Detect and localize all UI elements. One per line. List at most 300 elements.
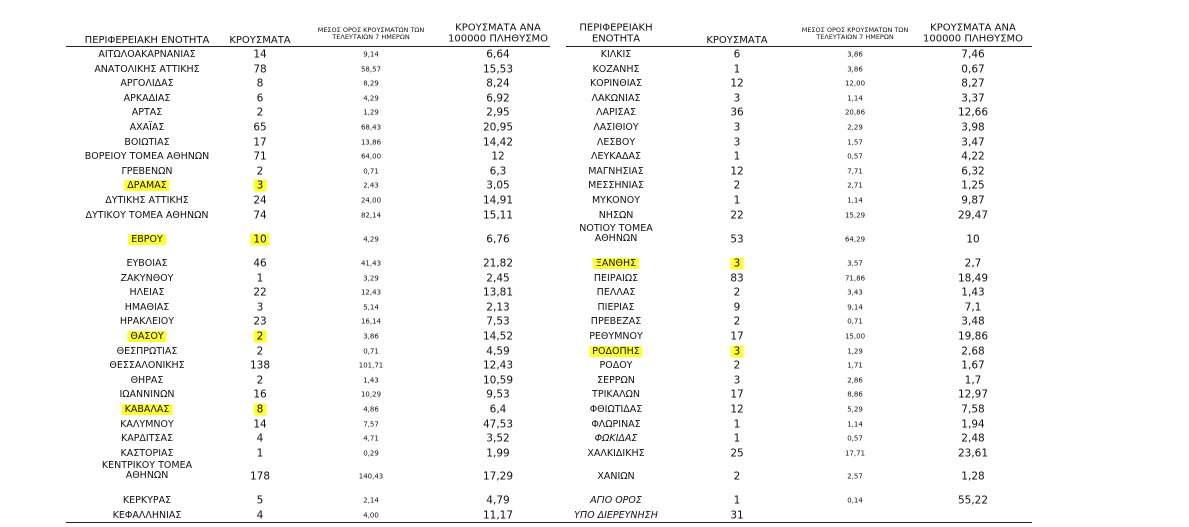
region-name-text: ΚΑΒΑΛΑΣ xyxy=(122,404,173,415)
left-per100k-cell: 2,45 xyxy=(486,272,510,285)
left-per100k-cell: 9,53 xyxy=(486,388,510,401)
right-region-name xyxy=(591,317,641,327)
right-avg7-cell: 15,29 xyxy=(844,210,866,219)
region-name-line: ΚΕΝΤΡΙΚΟΥ ΤΟΜΕΑ xyxy=(101,460,193,472)
right-avg7-cell: 7,71 xyxy=(847,167,863,176)
left-avg7-cell: 4,71 xyxy=(363,434,379,443)
cases-value: 23 xyxy=(253,315,267,328)
right-cases-cell xyxy=(734,195,741,206)
left-per100k-cell: 2,95 xyxy=(486,106,510,119)
left-header-cases: ΚΡΟΥΣΜΑΤΑ xyxy=(229,34,291,46)
region-name-text: ΜΕΣΣΗΝΙΑΣ xyxy=(588,180,644,192)
left-header-region: ΠΕΡΙΦΕΡΕΙΑΚΗ ΕΝΟΤΗΤΑ xyxy=(84,34,210,46)
left-region-name xyxy=(94,65,199,75)
right-cases-cell xyxy=(730,273,743,284)
right-region-name xyxy=(596,108,636,118)
right-region-name xyxy=(592,196,640,206)
left-region-name xyxy=(127,332,166,342)
right-avg7-cell: 2,71 xyxy=(847,181,863,190)
right-per100k-cell: 3,37 xyxy=(961,92,985,105)
left-region-name xyxy=(105,196,189,206)
left-per100k-cell: 10,59 xyxy=(482,374,514,387)
left-avg7-cell: 2,43 xyxy=(363,181,379,190)
right-avg7-cell: 8,86 xyxy=(847,390,863,399)
right-per100k-cell: 4,22 xyxy=(961,150,985,163)
cases-value: 1 xyxy=(733,63,741,76)
left-per100k-cell: 6,76 xyxy=(486,233,510,246)
left-region-name xyxy=(119,390,174,400)
left-avg7-cell: 3,29 xyxy=(363,273,379,282)
left-region-name xyxy=(130,288,165,298)
cases-value: 1 xyxy=(733,432,741,445)
cases-value: 3 xyxy=(733,121,741,134)
cases-value: 6 xyxy=(256,92,264,105)
left-cases-cell xyxy=(253,317,266,328)
right-per100k-cell: 7,1 xyxy=(964,301,982,314)
left-cases-cell xyxy=(250,234,269,245)
left-region-name xyxy=(120,449,173,459)
right-region-name xyxy=(595,434,638,444)
left-avg7-cell: 68,43 xyxy=(360,123,382,132)
right-header-avg7: ΜΕΣΟΣ ΟΡΟΣ ΚΡΟΥΣΜΑΤΩΝ ΤΩΝ ΤΕΛΕΥΤΑΙΩΝ 7 ΗΜΕΡΩΝ xyxy=(801,26,909,41)
cases-value: 25 xyxy=(730,447,744,460)
left-cases-cell xyxy=(257,495,264,506)
right-cases-cell xyxy=(734,64,741,75)
left-per100k-cell: 7,53 xyxy=(486,315,510,328)
right-region-name xyxy=(574,511,658,521)
right-cases-cell xyxy=(734,137,741,148)
cases-value: 14 xyxy=(253,48,267,61)
cases-value: 3 xyxy=(731,345,744,357)
left-avg7-cell: 101,71 xyxy=(358,361,384,370)
cases-value: 8 xyxy=(254,403,267,415)
cases-value: 9 xyxy=(733,301,741,314)
right-region-name xyxy=(591,420,640,430)
cases-value: 2 xyxy=(733,470,741,483)
cases-value: 1 xyxy=(256,447,264,460)
left-avg7-cell: 64,00 xyxy=(360,152,382,161)
left-avg7-cell: 5,14 xyxy=(363,303,379,312)
cases-value: 71 xyxy=(253,150,267,163)
left-avg7-cell: 4,29 xyxy=(363,235,379,244)
right-region-name xyxy=(593,123,638,133)
left-region-name xyxy=(113,511,182,521)
left-per100k-cell: 6,92 xyxy=(486,92,510,105)
left-cases-cell xyxy=(253,210,266,221)
right-header-per100k: ΚΡΟΥΣΜΑΤΑ ΑΝΑ 100000 ΠΛΗΘΥΣΜΟ xyxy=(922,22,1024,44)
left-avg7-cell: 8,29 xyxy=(363,79,379,88)
left-region-name xyxy=(120,317,174,327)
right-region-name xyxy=(601,50,632,60)
right-header-cases: ΚΡΟΥΣΜΑΤΑ xyxy=(706,34,768,46)
left-region-name xyxy=(121,167,172,177)
right-avg7-cell: 1,14 xyxy=(847,196,863,205)
right-region-name xyxy=(597,138,635,148)
header-rule-right xyxy=(566,46,1032,47)
left-cases-cell xyxy=(257,302,264,313)
right-cases-cell xyxy=(734,93,741,104)
cases-value: 2 xyxy=(256,345,264,358)
region-name-text: ΓΡΕΒΕΝΩΝ xyxy=(121,165,173,177)
left-region-name xyxy=(126,259,167,269)
right-avg7-cell: 0,14 xyxy=(847,496,863,505)
left-per100k-cell: 47,53 xyxy=(482,418,514,431)
right-avg7-cell: 0,57 xyxy=(847,152,863,161)
left-cases-cell xyxy=(257,93,264,104)
left-cases-cell xyxy=(257,448,264,459)
cases-value: 22 xyxy=(253,286,267,299)
cases-value: 2 xyxy=(733,359,741,372)
region-name-text: ΔΥΤΙΚΗΣ ΑΤΤΙΚΗΣ xyxy=(105,195,189,207)
left-per100k-cell: 3,05 xyxy=(486,179,510,192)
right-per100k-cell: 18,49 xyxy=(957,272,989,285)
right-region-name xyxy=(588,167,644,177)
cases-value: 22 xyxy=(730,209,744,222)
right-region-name xyxy=(589,332,643,342)
left-region-name xyxy=(102,461,192,481)
right-per100k-cell: 0,67 xyxy=(961,63,985,76)
left-cases-cell xyxy=(257,375,264,386)
right-per100k-cell: 19,86 xyxy=(957,330,989,343)
right-region-name xyxy=(590,496,642,506)
region-name-text: ΤΡΙΚΑΛΩΝ xyxy=(592,389,640,401)
left-avg7-cell: 7,57 xyxy=(363,419,379,428)
right-per100k-cell: 2,7 xyxy=(964,257,982,270)
right-region-name xyxy=(597,472,634,482)
cases-value: 74 xyxy=(253,209,267,222)
left-cases-cell xyxy=(254,404,267,415)
region-name-text: ΑΧΑΪΑΣ xyxy=(129,122,165,134)
right-cases-cell xyxy=(730,331,743,342)
right-avg7-cell: 1,71 xyxy=(847,361,863,370)
right-cases-cell xyxy=(730,234,743,245)
left-cases-cell xyxy=(253,288,266,299)
region-name-text: ΑΡΤΑΣ xyxy=(131,107,163,119)
region-name-text: ΑΡΓΟΛΙΔΑΣ xyxy=(120,78,174,90)
cases-value: 6 xyxy=(733,48,741,61)
cases-value: 8 xyxy=(256,77,264,90)
left-per100k-cell: 21,82 xyxy=(482,257,514,270)
region-name-text: ΜΥΚΟΝΟΥ xyxy=(591,195,641,207)
right-cases-cell xyxy=(734,317,741,328)
cases-value: 2 xyxy=(733,286,741,299)
right-avg7-cell: 3,43 xyxy=(847,288,863,297)
left-region-name xyxy=(109,361,184,371)
region-name-text: ΞΑΝΘΗΣ xyxy=(593,258,639,269)
cases-value: 10 xyxy=(250,233,269,245)
right-region-name xyxy=(591,152,641,162)
region-name-text: ΘΕΣΠΡΩΤΙΑΣ xyxy=(116,345,178,357)
right-per100k-cell: 1,7 xyxy=(964,374,982,387)
region-name-text: ΧΑΝΙΩΝ xyxy=(597,471,635,483)
left-region-name xyxy=(122,405,173,415)
region-name-text: ΠΡΕΒΕΖΑΣ xyxy=(590,316,642,328)
left-per100k-cell: 11,17 xyxy=(482,509,514,522)
right-cases-cell xyxy=(734,181,741,192)
right-cases-cell xyxy=(730,108,743,119)
left-avg7-cell: 13,86 xyxy=(360,137,382,146)
right-per100k-cell: 3,47 xyxy=(961,136,985,149)
region-name-text: ΚΑΡΔΙΤΣΑΣ xyxy=(120,433,174,445)
region-name-text: ΔΥΤΙΚΟΥ ΤΟΜΕΑ ΑΘΗΝΩΝ xyxy=(85,209,209,221)
cases-value: 17 xyxy=(730,330,744,343)
region-name-text: ΑΝΑΤΟΛΙΚΗΣ ΑΤΤΙΚΗΣ xyxy=(94,63,200,75)
region-name-text: ΡΟΔΟΥ xyxy=(599,360,633,372)
right-avg7-cell: 3,86 xyxy=(847,64,863,73)
region-name-text: ΚΑΛΥΜΝΟΥ xyxy=(120,418,174,430)
left-region-name xyxy=(120,420,174,430)
left-cases-cell xyxy=(257,166,264,177)
left-per100k-cell: 12,43 xyxy=(482,359,514,372)
region-name-line: ΑΘΗΝΩΝ xyxy=(594,233,638,244)
right-per100k-cell: 12,66 xyxy=(957,106,989,119)
left-cases-cell xyxy=(250,471,270,482)
cases-value: 83 xyxy=(730,272,744,285)
right-avg7-cell: 15,00 xyxy=(844,332,866,341)
left-cases-cell xyxy=(253,49,266,60)
region-name-text: ΑΡΚΑΔΙΑΣ xyxy=(123,92,171,104)
left-per100k-cell: 20,95 xyxy=(482,121,514,134)
left-cases-cell xyxy=(257,273,264,284)
region-name-text: ΛΑΚΩΝΙΑΣ xyxy=(591,92,641,104)
region-name-text: ΠΕΙΡΑΙΩΣ xyxy=(593,272,639,284)
left-per100k-cell: 12 xyxy=(491,150,505,163)
right-avg7-cell: 9,14 xyxy=(847,303,863,312)
left-avg7-cell: 4,29 xyxy=(363,94,379,103)
right-avg7-cell: 64,29 xyxy=(844,235,866,244)
cases-value: 138 xyxy=(249,359,271,372)
left-per100k-cell: 14,91 xyxy=(482,194,514,207)
right-region-name xyxy=(587,449,644,459)
right-cases-cell xyxy=(731,346,744,357)
left-avg7-cell: 3,86 xyxy=(363,332,379,341)
left-cases-cell xyxy=(253,195,266,206)
right-per100k-cell: 1,94 xyxy=(961,418,985,431)
cases-value: 2 xyxy=(733,179,741,192)
left-avg7-cell: 16,14 xyxy=(360,317,382,326)
right-per100k-cell: 9,87 xyxy=(961,194,985,207)
left-avg7-cell: 10,29 xyxy=(360,390,382,399)
region-name-text: ΒΟΙΩΤΙΑΣ xyxy=(124,136,170,148)
right-cases-cell xyxy=(734,375,741,386)
right-avg7-cell: 1,57 xyxy=(847,137,863,146)
right-region-name xyxy=(597,288,636,298)
cases-value: 24 xyxy=(253,194,267,207)
right-per100k-cell: 7,58 xyxy=(961,403,985,416)
right-cases-cell xyxy=(730,166,743,177)
region-name-text: ΦΘΙΩΤΙΔΑΣ xyxy=(589,404,643,416)
left-avg7-cell: 82,14 xyxy=(360,210,382,219)
left-region-name xyxy=(98,50,195,60)
cases-value: 4 xyxy=(256,432,264,445)
region-name-text: ΚΟΖΑΝΗΣ xyxy=(592,63,640,75)
left-per100k-cell: 6,3 xyxy=(489,165,507,178)
left-cases-cell xyxy=(250,361,270,372)
left-region-name xyxy=(124,94,171,104)
right-avg7-cell: 0,71 xyxy=(847,317,863,326)
right-avg7-cell: 2,86 xyxy=(847,376,863,385)
region-name-text: ΖΑΚΥΝΘΟΥ xyxy=(120,272,174,284)
right-per100k-cell: 10 xyxy=(966,233,980,246)
cases-value: 31 xyxy=(730,509,744,522)
region-name-text: ΛΕΣΒΟΥ xyxy=(596,136,636,148)
left-region-name xyxy=(121,274,174,284)
right-per100k-cell: 3,98 xyxy=(961,121,985,134)
region-name-line: ΑΘΗΝΩΝ xyxy=(125,470,169,481)
right-cases-cell xyxy=(734,419,741,430)
left-per100k-cell: 4,59 xyxy=(486,345,510,358)
cases-value: 17 xyxy=(730,388,744,401)
right-avg7-cell: 20,86 xyxy=(844,108,866,117)
left-avg7-cell: 58,57 xyxy=(360,64,382,73)
left-region-name xyxy=(85,152,209,162)
region-name-text: ΛΑΣΙΘΙΟΥ xyxy=(593,122,639,134)
left-per100k-cell: 13,81 xyxy=(482,286,514,299)
cases-value: 2 xyxy=(733,315,741,328)
right-per100k-cell: 12,97 xyxy=(957,388,989,401)
left-avg7-cell: 12,43 xyxy=(360,288,382,297)
bottom-rule xyxy=(66,522,1032,523)
right-cases-cell xyxy=(734,495,741,506)
cases-value: 14 xyxy=(253,418,267,431)
right-region-name xyxy=(599,211,634,221)
region-name-text: ΚΕΡΚΥΡΑΣ xyxy=(122,495,172,507)
right-cases-cell xyxy=(730,510,743,521)
cases-value: 1 xyxy=(733,150,741,163)
right-per100k-cell: 23,61 xyxy=(957,447,989,460)
left-per100k-cell: 2,13 xyxy=(486,301,510,314)
region-name-text: ΗΛΕΙΑΣ xyxy=(129,287,165,299)
left-region-name xyxy=(128,235,166,245)
left-per100k-cell: 3,52 xyxy=(486,432,510,445)
right-avg7-cell: 1,29 xyxy=(847,346,863,355)
left-header-avg7: ΜΕΣΟΣ ΟΡΟΣ ΚΡΟΥΣΜΑΤΩΝ ΤΩΝ ΤΕΛΕΥΤΑΙΩΝ 7 ΗΜΕΡΩΝ xyxy=(317,26,425,41)
left-cases-cell xyxy=(253,152,266,163)
right-cases-cell xyxy=(730,79,743,90)
right-region-name xyxy=(590,79,642,89)
right-avg7-cell: 2,29 xyxy=(847,123,863,132)
left-region-name xyxy=(117,347,178,357)
left-avg7-cell: 4,86 xyxy=(363,405,379,414)
right-region-name xyxy=(593,65,640,75)
left-region-name xyxy=(125,303,170,313)
region-name-text: ΚΟΡΙΝΘΙΑΣ xyxy=(589,78,643,90)
cases-value: 36 xyxy=(730,106,744,119)
right-header-region: ΠΕΡΙΦΕΡΕΙΑΚΗ ΕΝΟΤΗΤΑ xyxy=(579,22,653,44)
right-region-name xyxy=(597,376,635,386)
cases-value: 12 xyxy=(730,77,744,90)
right-per100k-cell: 29,47 xyxy=(957,209,989,222)
region-name-text: ΗΜΑΘΙΑΣ xyxy=(124,301,170,313)
right-region-name xyxy=(592,390,640,400)
cases-value: 65 xyxy=(253,121,267,134)
cases-value: 3 xyxy=(733,374,741,387)
right-cases-cell xyxy=(734,49,741,60)
left-avg7-cell: 1,43 xyxy=(363,376,379,385)
right-region-name xyxy=(579,224,652,244)
region-name-text: ΕΥΒΟΙΑΣ xyxy=(126,258,168,270)
left-region-name xyxy=(85,211,208,221)
left-region-name xyxy=(132,108,163,118)
right-avg7-cell: 12,00 xyxy=(844,79,866,88)
left-avg7-cell: 140,43 xyxy=(358,472,384,481)
region-name-text: ΚΕΦΑΛΛΗΝΙΑΣ xyxy=(112,510,182,522)
cases-value: 3 xyxy=(254,180,267,192)
left-region-name xyxy=(123,496,171,506)
right-per100k-cell: 55,22 xyxy=(957,494,989,507)
left-region-name xyxy=(120,79,173,89)
region-name-text: ΗΡΑΚΛΕΙΟΥ xyxy=(119,316,175,328)
cases-value: 1 xyxy=(256,272,264,285)
left-avg7-cell: 0,71 xyxy=(363,167,379,176)
left-per100k-cell: 15,53 xyxy=(482,63,514,76)
left-cases-cell xyxy=(253,390,266,401)
right-cases-cell xyxy=(734,434,741,445)
right-region-name xyxy=(593,259,639,269)
right-avg7-cell: 17,71 xyxy=(844,449,866,458)
region-name-text: ΡΟΔΟΠΗΣ xyxy=(589,346,642,357)
left-region-name xyxy=(131,376,164,386)
left-avg7-cell: 41,43 xyxy=(360,259,382,268)
left-per100k-cell: 1,99 xyxy=(486,447,510,460)
left-cases-cell xyxy=(253,419,266,430)
left-region-name xyxy=(121,434,173,444)
cases-value: 53 xyxy=(730,233,744,246)
region-name-text: ΔΡΑΜΑΣ xyxy=(124,180,169,191)
left-avg7-cell: 0,71 xyxy=(363,346,379,355)
right-per100k-cell: 2,68 xyxy=(961,345,985,358)
right-region-name xyxy=(600,361,633,371)
region-name-text: ΛΑΡΙΣΑΣ xyxy=(595,107,637,119)
left-region-name xyxy=(124,138,169,148)
right-per100k-cell: 1,43 xyxy=(961,286,985,299)
right-cases-cell xyxy=(730,448,743,459)
region-name-text: ΠΕΛΛΑΣ xyxy=(596,287,636,299)
right-cases-cell xyxy=(730,210,743,221)
right-cases-cell xyxy=(731,258,744,269)
region-name-text: ΚΑΣΤΟΡΙΑΣ xyxy=(120,447,174,459)
left-per100k-cell: 6,4 xyxy=(489,403,507,416)
region-name-text: ΘΗΡΑΣ xyxy=(130,374,164,386)
left-per100k-cell: 14,52 xyxy=(482,330,514,343)
region-name-text: ΘΕΣΣΑΛΟΝΙΚΗΣ xyxy=(109,360,185,372)
right-cases-cell xyxy=(730,390,743,401)
right-avg7-cell: 2,57 xyxy=(847,472,863,481)
right-cases-cell xyxy=(734,288,741,299)
right-avg7-cell: 5,29 xyxy=(847,405,863,414)
left-avg7-cell: 9,14 xyxy=(363,50,379,59)
region-name-text: ΜΑΓΝΗΣΙΑΣ xyxy=(588,165,644,177)
cases-value: 2 xyxy=(254,330,267,342)
region-name-text: ΑΙΤΩΛΟΑΚΑΡΝΑΝΙΑΣ xyxy=(98,49,196,61)
left-cases-cell xyxy=(257,108,264,119)
right-avg7-cell: 71,86 xyxy=(844,273,866,282)
cases-value: 12 xyxy=(730,165,744,178)
right-per100k-cell: 3,48 xyxy=(961,315,985,328)
right-per100k-cell: 1,25 xyxy=(961,179,985,192)
cases-value: 1 xyxy=(733,418,741,431)
right-region-name xyxy=(590,405,643,415)
left-avg7-cell: 4,00 xyxy=(363,511,379,520)
cases-value: 3 xyxy=(733,92,741,105)
left-avg7-cell: 24,00 xyxy=(360,196,382,205)
region-name-text: ΠΙΕΡΙΑΣ xyxy=(597,301,635,313)
cases-value: 16 xyxy=(253,388,267,401)
cases-value: 1 xyxy=(733,494,741,507)
cases-value: 17 xyxy=(253,136,267,149)
right-per100k-cell: 7,46 xyxy=(961,48,985,61)
right-per100k-cell: 1,28 xyxy=(961,470,985,483)
